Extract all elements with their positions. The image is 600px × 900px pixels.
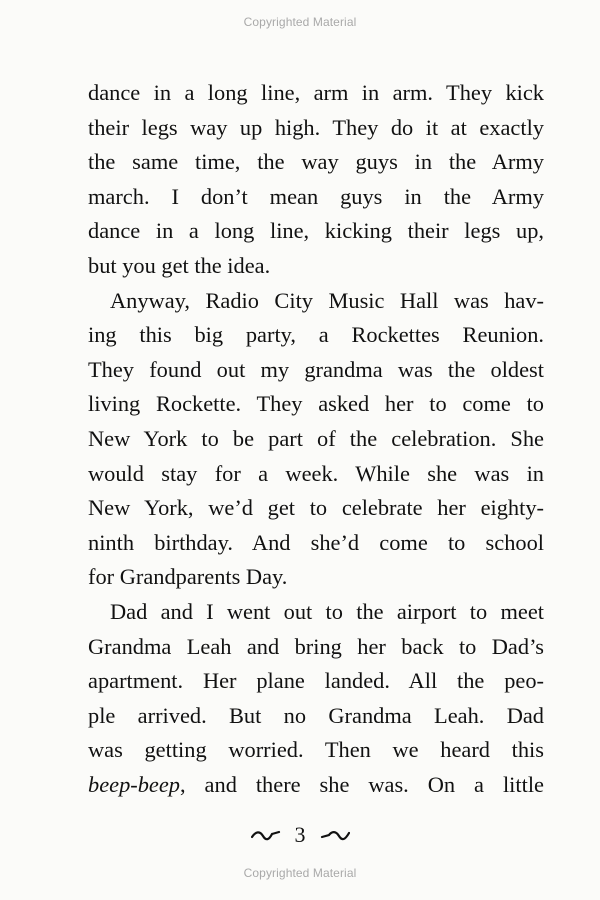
left-swash-ornament-icon — [251, 828, 281, 842]
text-line: the same time, the way guys in the Army — [88, 149, 544, 175]
page-number-folio — [0, 822, 600, 848]
text-line: New York to be part of the celebration. She — [88, 425, 544, 451]
text-line: dance in a long line, arm in arm. They kick — [88, 80, 544, 105]
right-swash-ornament-icon — [320, 828, 350, 842]
text-line: but you get the idea. — [88, 252, 271, 278]
text-line: for Grandparents Day. — [88, 564, 288, 590]
text-line: Grandma Leah and bring her back to Dad’s — [88, 633, 544, 659]
body-text — [88, 76, 544, 802]
text-line: dance in a long line, kicking their legs up, — [88, 218, 544, 244]
text-line: ple arrived. But no Grandma Leah. Dad — [88, 702, 544, 728]
paragraph — [88, 284, 544, 595]
text-line: ing this big party, a Rockettes Reunion. — [88, 322, 544, 348]
text-line: was getting worried. Then we heard this — [88, 737, 544, 763]
text-line: They found out my grandma was the oldest — [88, 356, 544, 382]
watermark-top: Copyrighted Material — [243, 15, 357, 29]
text-line: New York, we’d get to celebrate her eighty- — [88, 495, 544, 521]
text-line: march. I don’t mean guys in the Army — [88, 183, 544, 209]
paragraph — [88, 76, 544, 284]
text-line: Dad and I went out to the airport to meet — [110, 598, 544, 624]
text-line: would stay for a week. While she was in — [88, 460, 544, 486]
text-line: Anyway, Radio City Music Hall was hav- — [110, 287, 544, 313]
italic-phrase: beep-beep — [88, 771, 180, 797]
text-line — [88, 768, 544, 803]
text-line: ninth birthday. And she’d come to school — [88, 529, 544, 555]
text-line: living Rockette. They asked her to come to — [88, 391, 544, 417]
text-line: apartment. Her plane landed. All the peo- — [88, 668, 544, 694]
paragraph — [88, 595, 544, 803]
text-line-rest: , and there she was. On a little — [180, 771, 544, 797]
page-number: 3 — [294, 822, 306, 847]
watermark-bottom: Copyrighted Material — [243, 866, 357, 880]
text-line: their legs way up high. They do it at exactly — [88, 114, 544, 140]
